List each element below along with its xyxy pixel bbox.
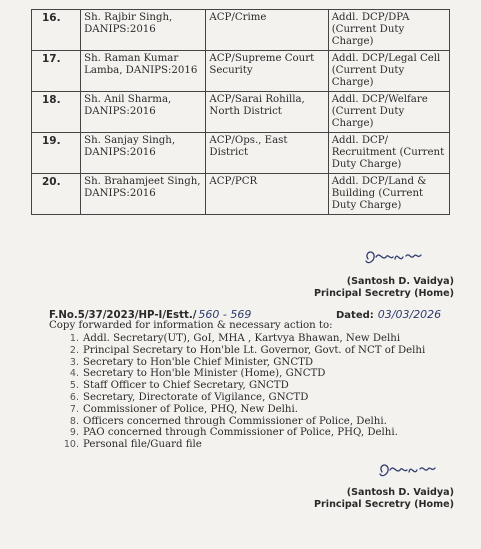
additional-charge: Addl. DCP/DPA (Current Duty Charge) bbox=[328, 10, 449, 51]
list-item: 10. Personal file/Guard file bbox=[63, 439, 202, 451]
additional-charge: Addl. DCP/Legal Cell (Current Duty Charge) bbox=[328, 51, 449, 92]
table-row bbox=[32, 92, 450, 133]
additional-charge: Addl. DCP/Land & Building (Current Duty Charge) bbox=[328, 174, 449, 215]
present-posting: ACP/Supreme Court Security bbox=[206, 51, 328, 92]
dated-label: Dated: bbox=[336, 310, 374, 321]
officer-name: Sh. Brahamjeet Singh, DANIPS:2016 bbox=[81, 174, 206, 215]
signatory-designation: Principal Secretry (Home) bbox=[314, 288, 454, 299]
signature-image bbox=[362, 245, 424, 269]
serial-number: 18. bbox=[32, 92, 81, 133]
signatory-block-footer bbox=[314, 487, 454, 511]
signatory-designation: Principal Secretry (Home) bbox=[314, 499, 454, 510]
list-item: 9. PAO concerned through Commissioner of Police, PHQ, Delhi. bbox=[69, 427, 398, 439]
present-posting: ACP/Sarai Rohilla, North District bbox=[206, 92, 328, 133]
signatory-name: (Santosh D. Vaidya) bbox=[346, 276, 454, 287]
table-row bbox=[32, 10, 450, 51]
table-row bbox=[32, 174, 450, 215]
present-posting: ACP/Crime bbox=[206, 10, 328, 51]
dated-line bbox=[336, 308, 441, 321]
list-item: 2. Principal Secretary to Hon'ble Lt. Governor, Govt. of NCT of Delhi bbox=[69, 344, 426, 356]
present-posting: ACP/Ops., East District bbox=[206, 133, 328, 174]
signatory-name: (Santosh D. Vaidya) bbox=[346, 487, 454, 498]
list-item: 7. Commissioner of Police, PHQ, New Delhi. bbox=[69, 403, 298, 415]
serial-number: 17. bbox=[32, 51, 81, 92]
additional-charge: Addl. DCP/ Recruitment (Current Duty Charge) bbox=[328, 133, 449, 174]
officer-name: Sh. Sanjay Singh, DANIPS:2016 bbox=[81, 133, 206, 174]
copy-intro: Copy forwarded for information & necessary action to: bbox=[49, 320, 333, 331]
list-item: 8. Officers concerned through Commissioner of Police, Delhi. bbox=[69, 415, 387, 427]
list-item: 6. Secretary, Directorate of Vigilance, GNCTD bbox=[69, 391, 309, 403]
table-row bbox=[32, 51, 450, 92]
serial-number: 19. bbox=[32, 133, 81, 174]
list-item: 3. Secretary to Hon'ble Chief Minister, GNCTD bbox=[69, 356, 314, 368]
table-row bbox=[32, 133, 450, 174]
officer-name: Sh. Anil Sharma, DANIPS:2016 bbox=[81, 92, 206, 133]
present-posting: ACP/PCR bbox=[206, 174, 328, 215]
officer-name: Sh. Raman Kumar Lamba, DANIPS:2016 bbox=[81, 51, 206, 92]
list-item: 4. Secretary to Hon'ble Minister (Home), GNCTD bbox=[69, 368, 326, 380]
postings-table bbox=[31, 9, 450, 215]
additional-charge: Addl. DCP/Welfare (Current Duty Charge) bbox=[328, 92, 449, 133]
dated-handwritten: 03/03/2026 bbox=[377, 308, 442, 321]
file-number-handwritten: 560 - 569 bbox=[198, 308, 252, 321]
serial-number: 20. bbox=[32, 174, 81, 215]
signatory-block bbox=[314, 276, 454, 300]
list-item: 5. Staff Officer to Chief Secretary, GNCTD bbox=[69, 380, 289, 392]
officer-name: Sh. Rajbir Singh, DANIPS:2016 bbox=[81, 10, 206, 51]
file-number-text: F.No.5/37/2023/HP-I/Estt./ bbox=[49, 310, 197, 321]
list-item: 1. Addl. Secretary(UT), GoI, MHA , Kartvya Bhawan, New Delhi bbox=[69, 333, 401, 344]
serial-number: 16. bbox=[32, 10, 81, 51]
signature-image bbox=[376, 458, 438, 482]
copy-list bbox=[49, 333, 425, 451]
